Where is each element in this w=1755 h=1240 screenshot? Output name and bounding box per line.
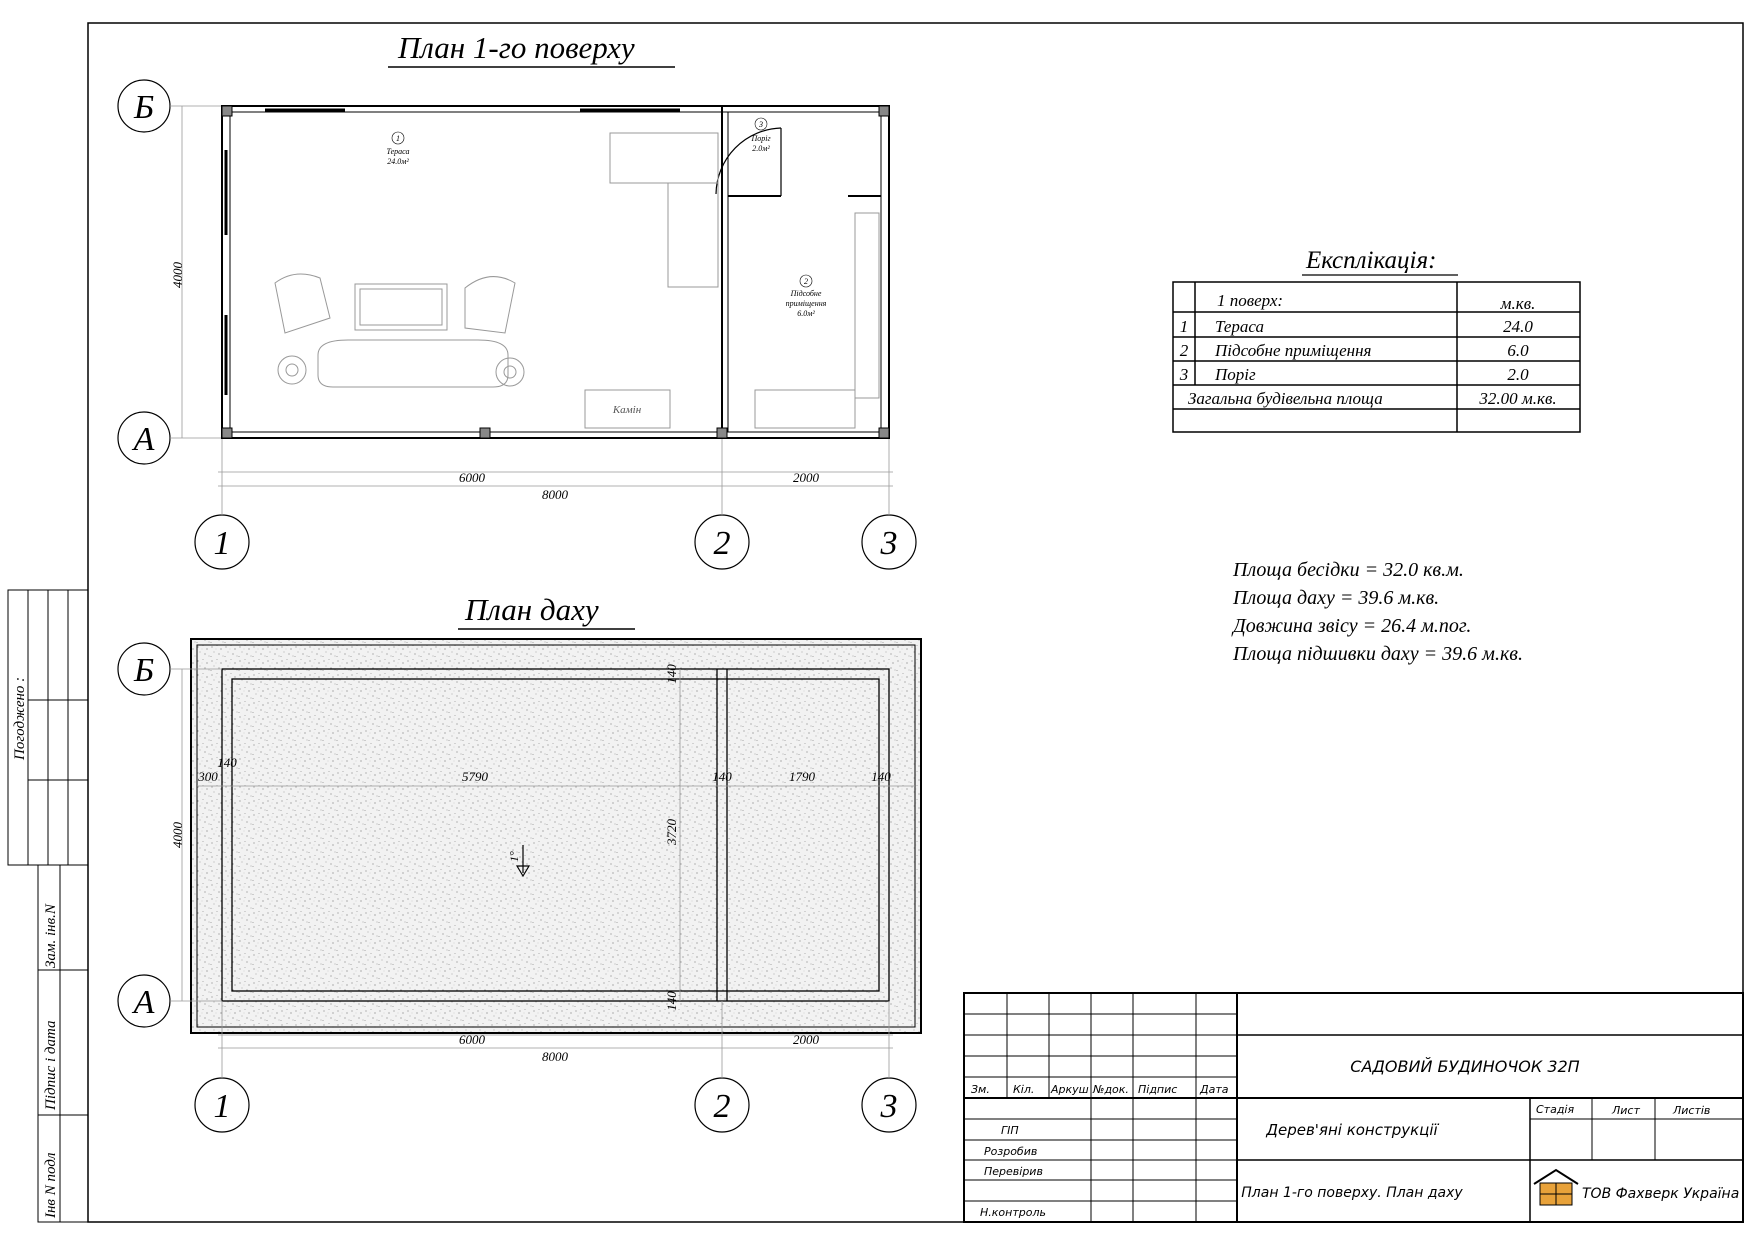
explication-row-2-name: Підсобне приміщення — [1215, 341, 1372, 360]
plan1-axis-2: 2 — [713, 525, 731, 562]
roof-dim-140bottom: 140 — [664, 991, 679, 1011]
tb-col-kil: Кіл. — [1013, 1083, 1035, 1096]
tb-col-data: Дата — [1200, 1083, 1229, 1096]
roof-dim-3720: 3720 — [664, 819, 679, 845]
plan1-dim-2000: 2000 — [793, 470, 819, 485]
roof-dim-140a: 140 — [217, 755, 237, 770]
roof-axis-1: 1 — [213, 1088, 231, 1125]
explication-row-2-value: 6.0 — [1507, 341, 1529, 360]
tb-lystiv: Листів — [1673, 1104, 1711, 1117]
explication-header-label: 1 поверх: — [1217, 291, 1284, 310]
note-3: Довжина звісу = 26.4 м.пог. — [1233, 615, 1472, 637]
room-3-area: 2.0м² — [752, 144, 770, 153]
stamp-replaced-inv: Зам. інв.N — [43, 904, 59, 968]
room-1-area: 24.0м² — [387, 157, 409, 166]
fireplace-label: Камін — [612, 404, 642, 416]
explication-row-1-value: 24.0 — [1503, 317, 1533, 336]
plan1-dim-8000: 8000 — [542, 487, 568, 502]
roof-dim-8000: 8000 — [542, 1049, 568, 1064]
roof-slab — [191, 639, 921, 1033]
roof-dim-140top: 140 — [664, 664, 679, 684]
roof-dim-1790: 1790 — [789, 769, 815, 784]
roof-dim-140c: 140 — [871, 769, 891, 784]
tb-col-ndok: №док. — [1093, 1083, 1129, 1096]
plan1-axis-1: 1 — [213, 525, 231, 562]
roof-dim-300: 300 — [198, 769, 218, 784]
sheet-border — [88, 23, 1743, 1222]
note-1: Площа бесідки = 32.0 кв.м. — [1233, 559, 1464, 581]
explication-row-3-name: Поріг — [1215, 365, 1256, 384]
stamp-agreed: Погоджено : — [12, 676, 28, 760]
tb-col-zm: Зм. — [971, 1083, 990, 1096]
tb-section: Дерев'яні конструкції — [1266, 1121, 1438, 1139]
plan1-walls — [222, 106, 889, 438]
note-2: Площа даху = 39.6 м.кв. — [1233, 587, 1440, 609]
roof-slope: 1° — [507, 851, 521, 862]
roof-axis-2: 2 — [713, 1088, 731, 1125]
room-1-name: Тераса — [386, 147, 410, 156]
tb-col-pidpys: Підпис — [1138, 1083, 1178, 1096]
room-2-name2: приміщення — [785, 299, 827, 308]
roof-dim-vertical: 4000 — [170, 822, 185, 848]
tb-lyst: Лист — [1612, 1104, 1640, 1117]
stamp-sign-date: Підпис і дата — [43, 1020, 59, 1110]
company-logo-icon — [1534, 1170, 1578, 1205]
explication-row-2-num: 2 — [1179, 341, 1189, 360]
tb-role-gip: ГІП — [1001, 1124, 1019, 1137]
room-3-name: Поріг — [751, 134, 771, 143]
tb-project: САДОВИЙ БУДИНОЧОК 32П — [1350, 1057, 1580, 1076]
explication-header-unit: м.кв. — [1500, 294, 1536, 313]
explication-title: Експлікація: — [1306, 247, 1437, 274]
tb-role-pereviryv: Перевірив — [984, 1165, 1043, 1178]
plan1-axis-b: Б — [133, 89, 155, 126]
tb-company: ТОВ Фахверк Україна — [1582, 1186, 1740, 1202]
explication-row-1-name: Тераса — [1215, 317, 1264, 336]
svg-text:1: 1 — [396, 134, 400, 143]
plan1-furniture — [275, 133, 879, 428]
explication-row-3-value: 2.0 — [1507, 365, 1529, 384]
plan1-axis-a: А — [133, 421, 155, 458]
explication-row-3-num: 3 — [1179, 365, 1189, 384]
roof-axis-a: А — [133, 984, 155, 1021]
tb-stadiia: Стадія — [1536, 1103, 1575, 1116]
room-labels — [386, 118, 826, 318]
roof-dim-2000: 2000 — [793, 1032, 819, 1047]
tb-col-arkush: Аркуш — [1051, 1083, 1089, 1096]
roof-axis-3: 3 — [880, 1088, 898, 1125]
roof-dim-140b: 140 — [712, 769, 732, 784]
plan1-title: План 1-го поверху — [398, 30, 635, 65]
plan1-axis-3: 3 — [880, 525, 898, 562]
svg-text:2: 2 — [804, 277, 808, 286]
explication-row-1-num: 1 — [1179, 317, 1189, 336]
stamp-inv-original: Інв N подл — [43, 1152, 59, 1218]
roof-dim-6000: 6000 — [459, 1032, 485, 1047]
explication-total-value: 32.00 м.кв. — [1479, 389, 1557, 408]
roof-dim-5790: 5790 — [462, 769, 488, 784]
roof-title: План даху — [465, 592, 599, 627]
room-2-name1: Підсобне — [790, 289, 822, 298]
room-2-area: 6.0м² — [797, 309, 815, 318]
explication-total-label: Загальна будівельна площа — [1188, 389, 1383, 408]
tb-sheet-title: План 1-го поверху. План даху — [1241, 1185, 1463, 1201]
roof-axis-b: Б — [133, 652, 155, 689]
svg-text:3: 3 — [759, 120, 763, 129]
plan1-dim-vertical: 4000 — [170, 262, 185, 288]
plan1-door — [716, 128, 781, 196]
note-4: Площа підшивки даху = 39.6 м.кв. — [1233, 643, 1523, 665]
plan1-dim-6000: 6000 — [459, 470, 485, 485]
tb-role-rozrobyv: Розробив — [984, 1145, 1038, 1158]
tb-role-nkontrol: Н.контроль — [980, 1206, 1046, 1219]
